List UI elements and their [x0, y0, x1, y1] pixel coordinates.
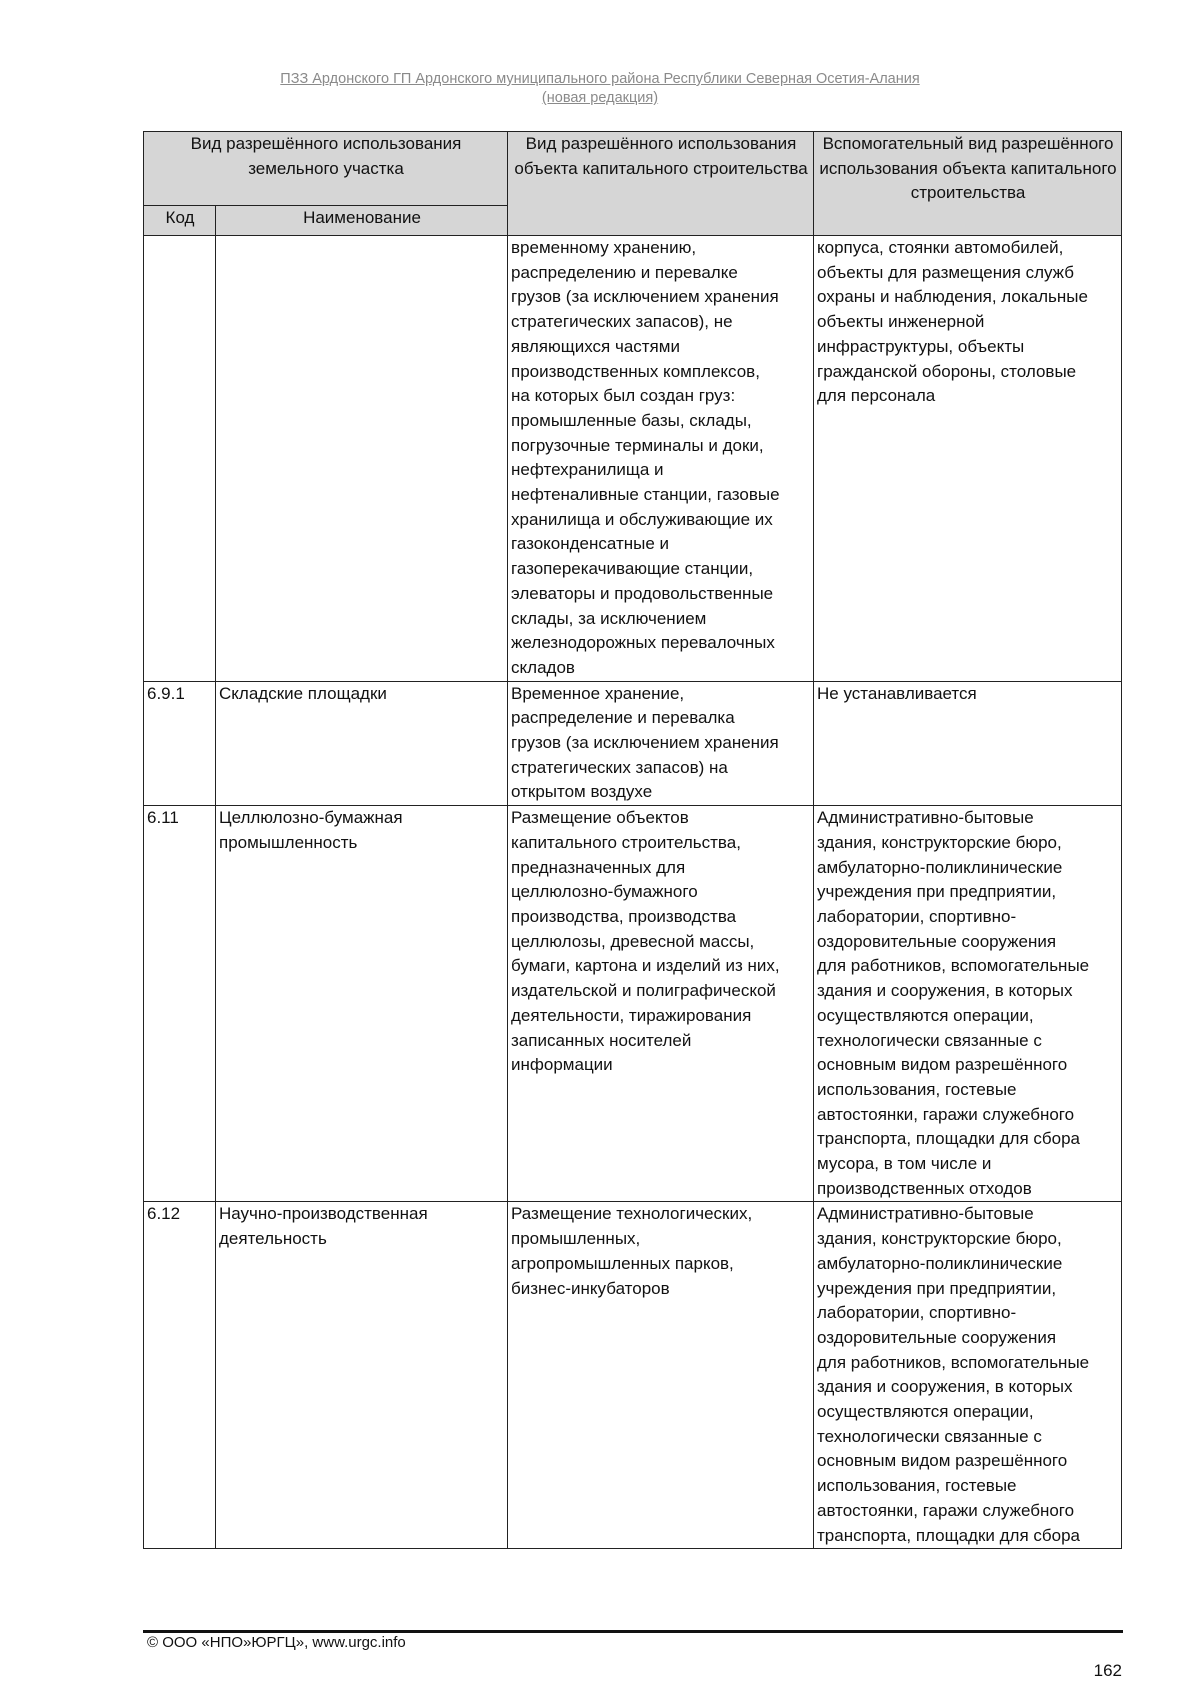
header-object-use: Вид разрешённого использования объекта капитального строительства: [508, 132, 814, 236]
table-header: [144, 132, 1122, 236]
row-name: Научно-производственная деятельность: [216, 1202, 508, 1549]
row-object-use: Размещение объектов капитального строительства, предназначенных для целлюлозно-бумажного производства, производства целлюлозы, древесной массы, бумаги, картона и изделий из них, издательской и полиграфической деятельности, тиражирования записанных носителей информации: [508, 806, 814, 1202]
row-auxiliary-use: Административно-бытовые здания, конструкторские бюро, амбулаторно-поликлинические учреждения при предприятии, лаборатории, спортивно- оздоровительные сооружения для работников, вспомогательные здания и сооружения, в которых осуществляются операции, технологически связанные с основным видом разрешённого использования, гостевые автостоянки, гаражи служебного транспорта, площадки для сбора мусора, в том числе и производственных отходов: [814, 806, 1122, 1202]
row-auxiliary-use: корпуса, стоянки автомобилей, объекты для размещения служб охраны и наблюдения, локальные объекты инженерной инфраструктуры, объекты гражданской обороны, столовые для персонала: [814, 236, 1122, 682]
table-row: [144, 681, 1122, 806]
row-object-use: Размещение технологических, промышленных, агропромышленных парков, бизнес-инкубаторов: [508, 1202, 814, 1549]
table-row: [144, 1202, 1122, 1549]
row-name: [216, 236, 508, 682]
row-object-use: временному хранению, распределению и перевалке грузов (за исключением хранения стратегических запасов), не являющихся частями производственных комплексов, на которых был создан груз: промышленные базы, склады, погрузочные терминалы и доки, нефтехранилища и нефтеналивные станции, газовые хранилища и обслуживающие их газоконденсатные и газоперекачивающие станции, элеваторы и продовольственные склады, за исключением железнодорожных перевалочных складов: [508, 236, 814, 682]
running-header: [0, 70, 1200, 108]
row-auxiliary-use: Административно-бытовые здания, конструкторские бюро, амбулаторно-поликлинические учреждения при предприятии, лаборатории, спортивно- оздоровительные сооружения для работников, вспомогательные здания и сооружения, в которых осуществляются операции, технологически связанные с основным видом разрешённого использования, гостевые автостоянки, гаражи служебного транспорта, площадки для сбора: [814, 1202, 1122, 1549]
row-name: Складские площадки: [216, 681, 508, 806]
running-header-title: ПЗЗ Ардонского ГП Ардонского муниципального района Республики Северная Осетия-Алания: [280, 71, 920, 87]
row-code: [144, 236, 216, 682]
land-use-table: [143, 131, 1122, 1549]
footer-copyright: © ООО «НПО»ЮРГЦ», www.urgc.info: [147, 1634, 406, 1651]
row-code: 6.11: [144, 806, 216, 1202]
row-code: 6.12: [144, 1202, 216, 1549]
running-header-subtitle: (новая редакция): [541, 90, 659, 106]
header-auxiliary-use: Вспомогательный вид разрешённого использования объекта капитального строительства: [814, 132, 1122, 236]
table-row: [144, 236, 1122, 682]
row-auxiliary-use: Не устанавливается: [814, 681, 1122, 806]
header-name: Наименование: [216, 206, 508, 236]
row-object-use: Временное хранение, распределение и перевалка грузов (за исключением хранения стратегических запасов) на открытом воздухе: [508, 681, 814, 806]
footer-divider: [143, 1630, 1123, 1633]
table-row: [144, 806, 1122, 1202]
row-name: Целлюлозно-бумажная промышленность: [216, 806, 508, 1202]
header-code: Код: [144, 206, 216, 236]
row-code: 6.9.1: [144, 681, 216, 806]
header-land-use: Вид разрешённого использования земельного участка: [144, 132, 508, 206]
page-number: 162: [1093, 1661, 1122, 1680]
